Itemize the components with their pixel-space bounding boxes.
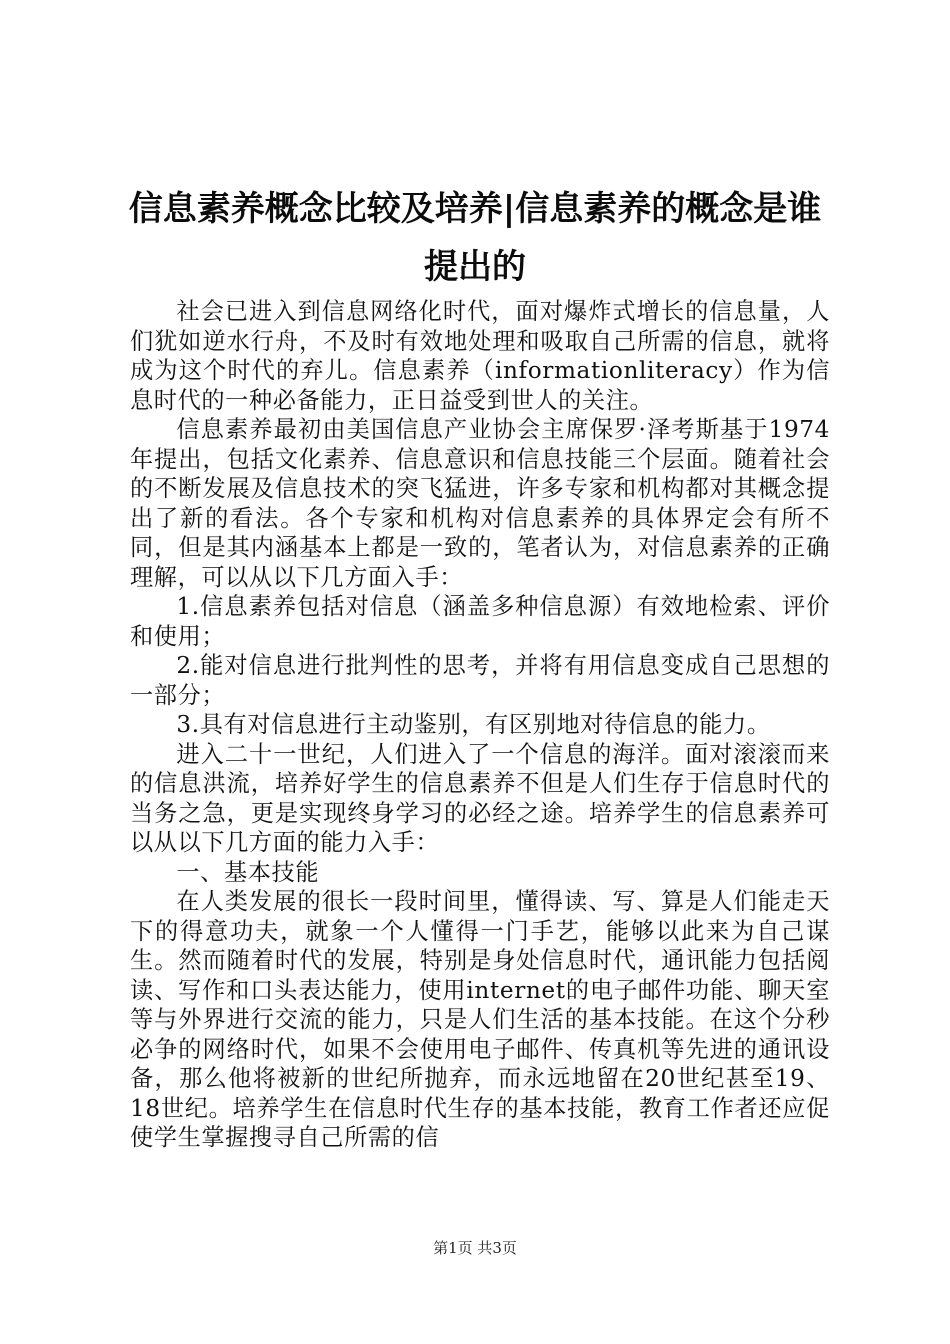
paragraph-basic-skills: 在人类发展的很长一段时间里，懂得读、写、算是人们能走天下的得意功夫，就象一个人懂得一门手艺，能够以此来为自己谋生。然而随着时代的发展，特别是身处信息时代，通讯能力包括阅读、写作和口头表达能力，使用internet的电子邮件功能、聊天室等与外界进行交流的能力，只是人们生活的基本技能。在这个分秒必争的网络时代，如果不会使用电子邮件、传真机等先进的通讯设备，那么他将被新的世纪所抛弃，而永远地留在20世纪甚至19、18世纪。培养学生在信息时代生存的基本技能，教育工作者还应促使学生掌握搜寻自己所需的信 — [130, 888, 830, 1151]
section-heading-basic-skills: 一、基本技能 — [176, 858, 320, 886]
paragraph-century: 进入二十一世纪，人们进入了一个信息的海洋。面对滚滚而来的信息洪流，培养好学生的信息素养不但是人们生存于信息时代的当务之急，更是实现终身学习的必经之途。培养学生的信息素养可以从以下几方面的能力入手： — [130, 740, 830, 856]
list-item-3: 3.具有对信息进行主动鉴别，有区别地对待信息的能力。 — [176, 711, 771, 738]
paragraph-origin: 信息素养最初由美国信息产业协会主席保罗·泽考斯基于1974年提出，包括文化素养、信息意识和信息技能三个层面。随着社会的不断发展及信息技术的突飞猛进，许多专家和机构都对其概念提出了新的看法。各个专家和机构对信息素养的具体界定会有所不同，但是其内涵基本上都是一致的，笔者认为，对信息素养的正确理解，可以从以下几方面入手： — [130, 416, 830, 591]
page-title: 信息素养概念比较及培养|信息素养的概念是谁提出的 — [128, 189, 822, 287]
list-item-2: 2.能对信息进行批判性的思考，并将有用信息变成自己思想的一部分； — [130, 652, 830, 709]
page-number-footer: 第1页 共3页 — [433, 1239, 517, 1257]
list-item-1: 1.信息素养包括对信息（涵盖多种信息源）有效地检索、评价和使用； — [130, 593, 830, 650]
paragraph-intro: 社会已进入到信息网络化时代，面对爆炸式增长的信息量，人们犹如逆水行舟，不及时有效地处理和吸取自己所需的信息，就将成为这个时代的弃儿。信息素养（informationliteracy）作为信息时代的一种必备能力，正日益受到世人的关注。 — [130, 298, 830, 414]
document-body — [130, 297, 830, 1153]
